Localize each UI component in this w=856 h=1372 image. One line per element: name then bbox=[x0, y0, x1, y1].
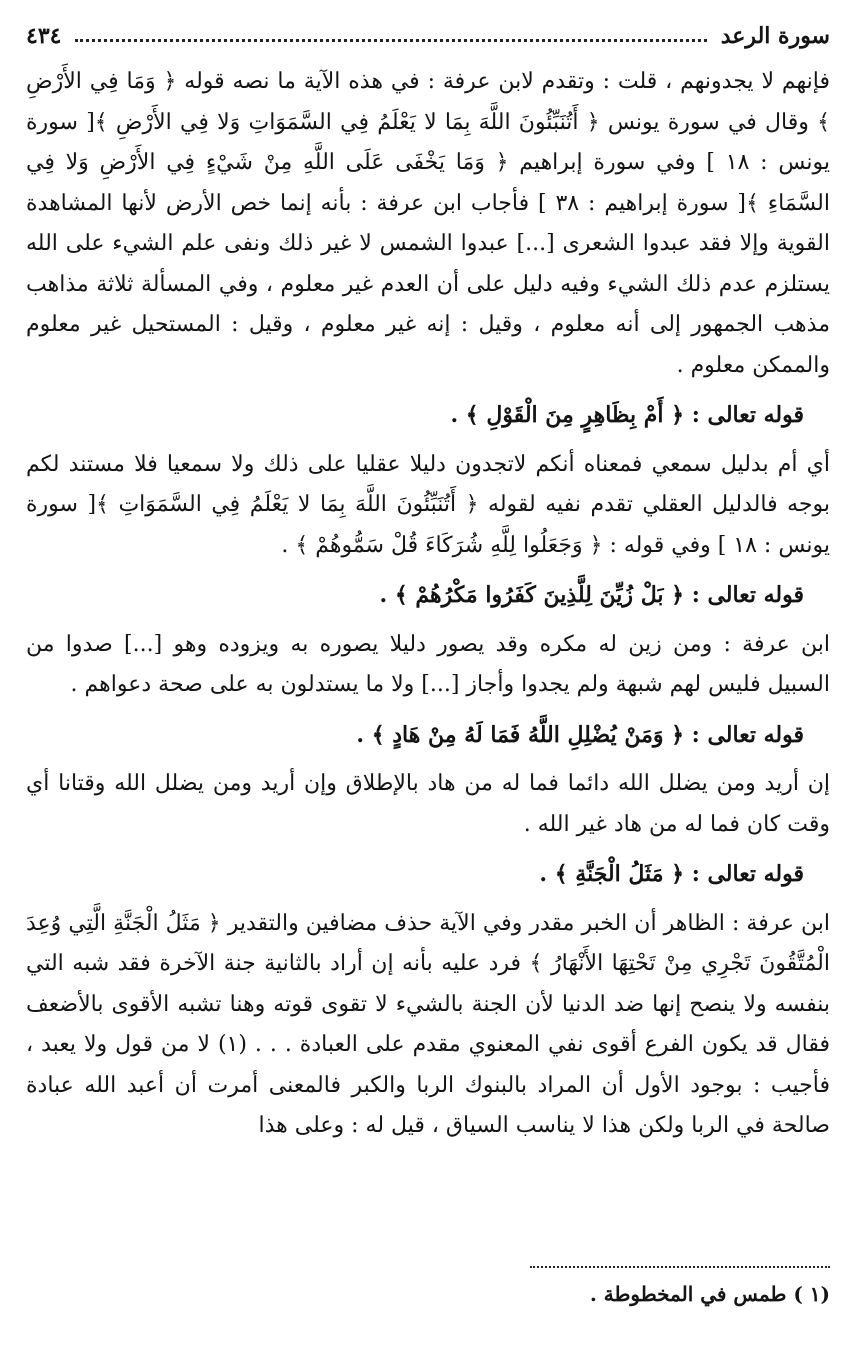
verse-heading: قوله تعالى : ﴿ أَمْ بِظَاهِرٍ مِنَ الْقَوْلِ ﴾ . bbox=[450, 402, 804, 428]
book-page bbox=[26, 14, 830, 1354]
verse-heading: قوله تعالى : ﴿ مَثَلُ الْجَنَّةِ ﴾ . bbox=[539, 861, 804, 887]
spacer bbox=[26, 706, 830, 715]
spacer bbox=[26, 616, 830, 625]
surah-title: سورة الرعد bbox=[720, 23, 830, 49]
running-header bbox=[26, 14, 830, 58]
spacer bbox=[26, 895, 830, 904]
verse-heading: قوله تعالى : ﴿ بَلْ زُيِّنَ لِلَّذِينَ كَفَرُوا مَكْرُهُمْ ﴾ . bbox=[379, 582, 804, 608]
spacer bbox=[26, 566, 830, 575]
footnote-dotted-rule bbox=[530, 1266, 830, 1268]
paragraph: إن أريد ومن يضلل الله دائما فما له من هاد بالإطلاق وإن أريد ومن يضلل الله وقتانا أي وقت كان فما له من هاد غير الله . bbox=[26, 771, 830, 837]
paragraph: أي أم بدليل سمعي فمعناه أنكم لاتجدون دليلا عقليا على ذلك ولا سمعيا فلا مستند لكم بوجه فالدليل العقلي تقدم نفيه لقوله ﴿ أَتُنَبِّئُونَ اللَّهَ بِمَا لا يَعْلَمُ فِي السَّمَوَاتِ ﴾[ سورة يونس : ١٨ ] وفي قوله : ﴿ وَجَعَلُوا لِلَّهِ شُرَكَاءَ قُلْ سَمُّوهُمْ ﴾ . bbox=[26, 451, 830, 558]
page-number: ٤٣٤ bbox=[26, 23, 62, 49]
paragraph: فإنهم لا يجدونهم ، قلت : وتقدم لابن عرفة : في هذه الآية ما نصه قوله ﴿ وَمَا فِي الأَرْضِ ﴾ وقال في سورة يونس ﴿ أَتُنَبِّئُونَ اللَّهَ بِمَا لا يَعْلَمُ فِي السَّمَوَاتِ وَلا فِي الأَرْضِ ﴾[ سورة يونس : ١٨ ] وفي سورة إبراهيم ﴿ وَمَا يَخْفَى عَلَى اللَّهِ مِنْ شَيْءٍ فِي الأَرْضِ وَلا فِي السَّمَاءِ ﴾[ سورة إبراهيم : ٣٨ ] فأجاب ابن عرفة : بأنه إنما خص الأرض لأنها المشاهدة القوية وإلا فقد عبدوا الشعرى [...] عبدوا الشمس لا غير ذلك ونفى علم الشيء على الله يستلزم عدم ذلك الشيء وفيه دليل على أن العدم غير معلوم ، وفي المسألة ثلاثة مذاهب مذهب الجمهور إلى أنه معلوم ، وقيل : إنه غير معلوم ، وقيل : المستحيل غير معلوم والممكن معلوم . bbox=[26, 69, 830, 378]
paragraph: ابن عرفة : الظاهر أن الخبر مقدر وفي الآية حذف مضافين والتقدير ﴿ مَثَلُ الْجَنَّةِ الَّتِي وُعِدَ الْمُتَّقُونَ تَجْرِي مِنْ تَحْتِهَا الأَنْهَارُ ﴾ فرد عليه بأنه إن أراد بالثانية جنة الآخرة فقد شبه التي بنفسه ولا ينصح إنها ضد الدنيا لأن الجنة بالشيء لا تقوى قوته وهنا تشبه الأقوى بالأضعف فقال قد يكون الفرع أقوى نفي المعنوي مقدم على العبادة . . . (١) لا من قول ولا يعبد ، فأجيب : بوجود الأول أن المراد بالبنوك الربا والكبر فالمعنى أمرت أن أعبد الله عبادة صالحة في الربا ولكن هذا لا يناسب السياق ، قيل له : وعلى هذا bbox=[26, 910, 830, 1138]
paragraph: ابن عرفة : ومن زين له مكره وقد يصور دليلا يصوره به ويزوده وهو [...] صدوا من السبيل فليس لهم شبهة ولم يجدوا وأجاز [...] ولا ما يستدلون به على صحة دعواهم . bbox=[26, 631, 830, 697]
spacer bbox=[26, 755, 830, 764]
header-dotted-rule bbox=[75, 39, 706, 42]
footnote: (١ ) طمس في المخطوطة . bbox=[589, 1282, 830, 1306]
spacer bbox=[26, 436, 830, 445]
body-text bbox=[26, 62, 830, 1147]
spacer bbox=[26, 386, 830, 395]
spacer bbox=[26, 845, 830, 854]
verse-heading: قوله تعالى : ﴿ وَمَنْ يُضْلِلِ اللَّهُ فَمَا لَهُ مِنْ هَادٍ ﴾ . bbox=[356, 721, 804, 748]
